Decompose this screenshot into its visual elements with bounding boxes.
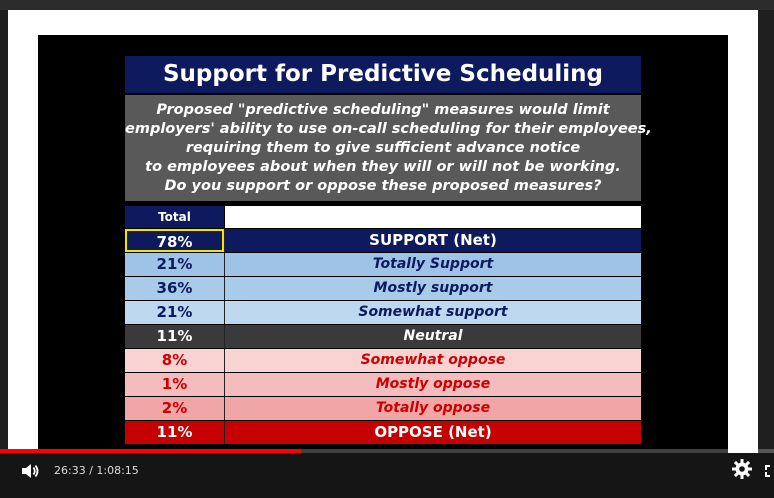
table-row <box>125 373 641 396</box>
row-label: Totally Support <box>225 253 641 276</box>
row-label: Somewhat support <box>225 301 641 324</box>
table-row <box>125 349 641 372</box>
gear-icon[interactable] <box>730 458 754 482</box>
question-line: Do you support or oppose these proposed measures? <box>164 178 602 194</box>
row-percentage: 11% <box>125 325 224 348</box>
row-label: SUPPORT (Net) <box>225 229 641 252</box>
survey-question <box>125 95 652 201</box>
row-percentage: 21% <box>125 253 224 276</box>
question-line: employers' ability to use on-call scheduling for their employees, <box>125 121 652 137</box>
slide-title: Support for Predictive Scheduling <box>125 56 641 93</box>
row-label: Mostly oppose <box>225 373 641 396</box>
row-label: Mostly support <box>225 277 641 300</box>
row-percentage: 8% <box>125 349 224 372</box>
table-row <box>125 277 641 300</box>
row-percentage: 2% <box>125 397 224 420</box>
row-label: Somewhat oppose <box>225 349 641 372</box>
time-display: 26:33 / 1:08:15 <box>54 464 139 477</box>
row-label: OPPOSE (Net) <box>225 421 641 444</box>
table-row <box>125 229 641 252</box>
row-label: Neutral <box>225 325 641 348</box>
question-line: to employees about when they will or will not be working. <box>145 159 621 175</box>
column-header-blank <box>225 206 641 228</box>
question-line: Proposed "predictive scheduling" measures would limit <box>156 102 610 118</box>
row-percentage: 1% <box>125 373 224 396</box>
row-percentage: 21% <box>125 301 224 324</box>
table-row <box>125 253 641 276</box>
table-row <box>125 421 641 444</box>
row-percentage: 36% <box>125 277 224 300</box>
volume-icon[interactable] <box>20 462 42 480</box>
row-percentage: 11% <box>125 421 224 444</box>
row-label: Totally oppose <box>225 397 641 420</box>
fullscreen-icon[interactable] <box>764 463 774 477</box>
table-row <box>125 325 641 348</box>
question-line: requiring them to give sufficient advance notice <box>185 140 581 156</box>
player-top-edge <box>0 0 774 10</box>
row-percentage: 78% <box>125 229 224 252</box>
column-header-total: Total <box>125 206 224 228</box>
table-row <box>125 397 641 420</box>
table-row <box>125 301 641 324</box>
